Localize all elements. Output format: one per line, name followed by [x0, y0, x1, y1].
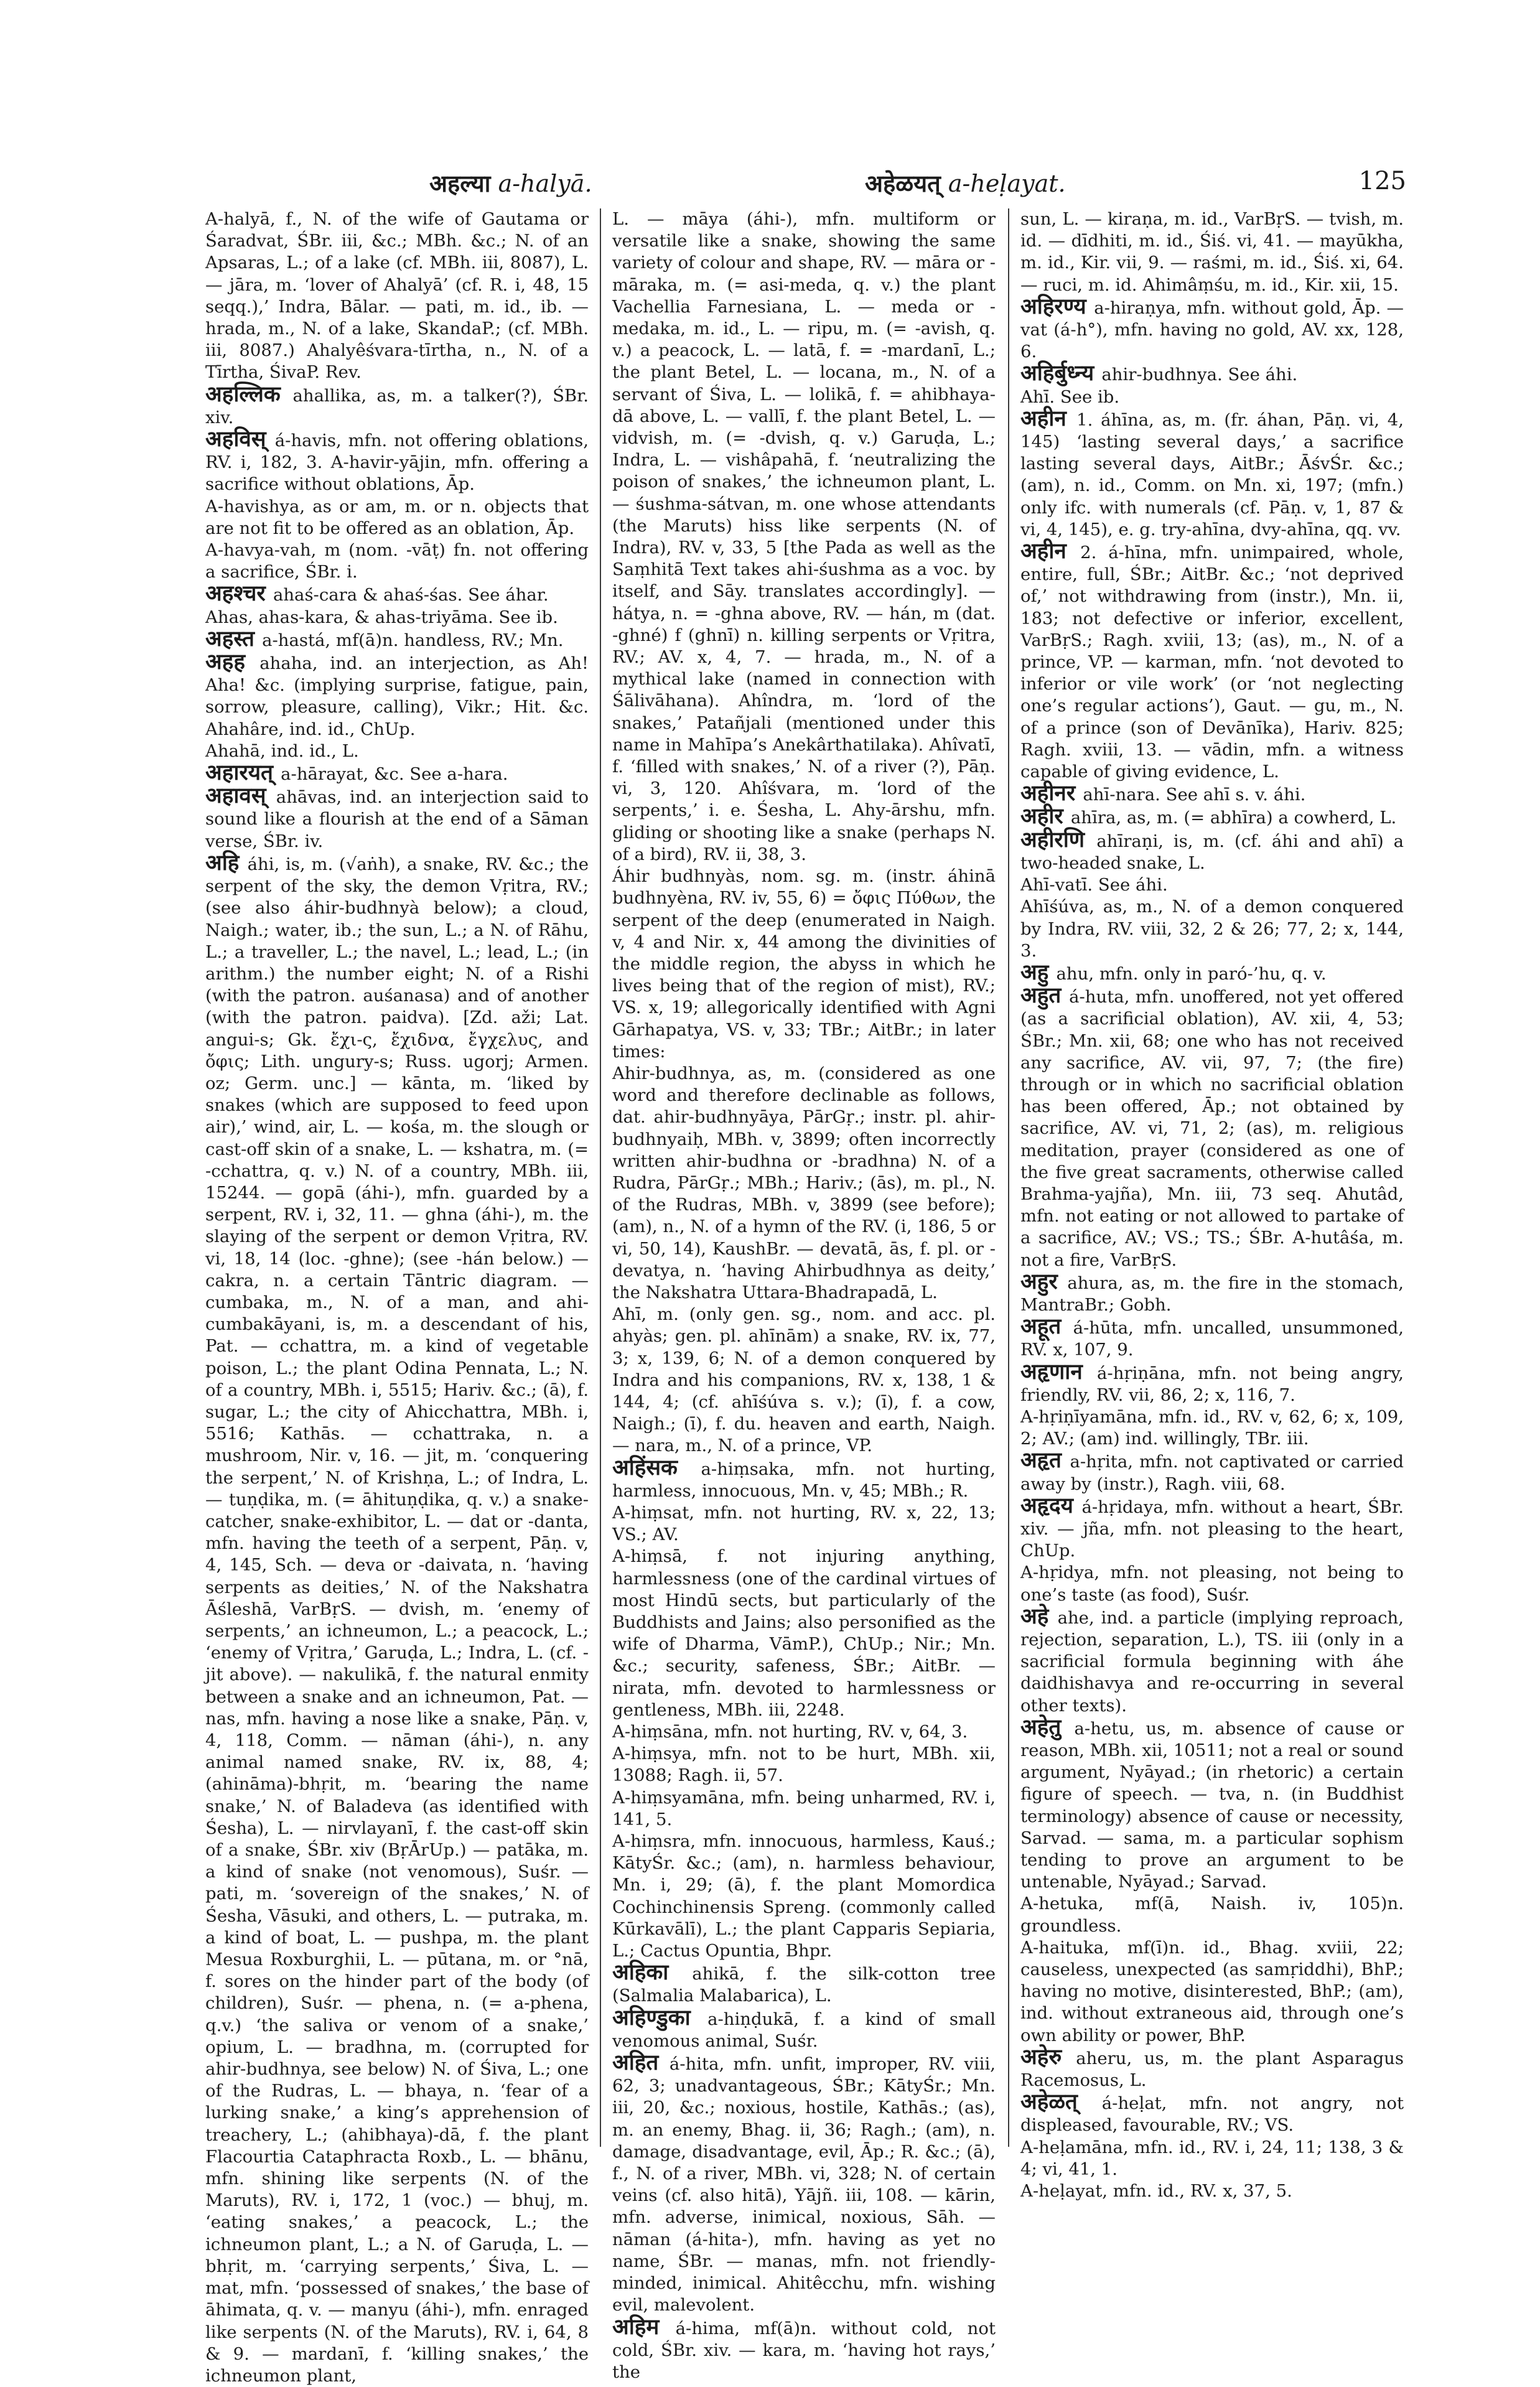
- entry-text: A-hṛiṇīyamāna, mfn. id., RV. v, 62, 6; x, 109, 2; AV.; (am) ind. willingly, TBr. iii.: [1020, 1406, 1404, 1449]
- dictionary-entry: [1020, 2180, 1404, 2202]
- dictionary-entry: [1020, 1495, 1404, 1563]
- page-number: 125: [1358, 167, 1406, 195]
- dictionary-entry: [1020, 985, 1404, 1271]
- entry-headword-devanagari: अहुर: [1020, 1269, 1068, 1294]
- entry-text: A-havishya, as or am, m. or n. objects that are not fit to be offered as an oblation, Āp.: [205, 496, 589, 538]
- dictionary-entry: [1020, 386, 1404, 408]
- entry-text: aheru, us, m. the plant Asparagus Racemosus, L.: [1020, 2048, 1404, 2091]
- entry-headword-devanagari: अहीर: [1020, 804, 1071, 829]
- entry-text: a-hastá, mf(ā)n. handless, RV.; Mn.: [262, 630, 564, 650]
- dictionary-entry: [1020, 1714, 1404, 1894]
- dictionary-entry: [205, 762, 589, 785]
- entry-text: á-hūta, mfn. uncalled, unsummoned, RV. x, 107, 9.: [1020, 1318, 1404, 1360]
- column-1: [205, 208, 589, 2386]
- dictionary-entry: [1020, 2137, 1404, 2180]
- entry-text: A-hetuka, mf(ā, Naish. iv, 105)n. groundless.: [1020, 1894, 1404, 1936]
- entry-text: A-hiṃsāna, mfn. not hurting, RV. v, 64, 3.: [612, 1722, 968, 1742]
- dictionary-entry: [1020, 806, 1404, 829]
- entry-headword-devanagari: अहिका: [612, 1960, 693, 1986]
- dictionary-entry: [612, 1063, 996, 1304]
- dictionary-entry: [612, 2314, 996, 2384]
- dictionary-entry: [1020, 1406, 1404, 1450]
- dictionary-entry: [1020, 962, 1404, 985]
- dictionary-entry: [1020, 829, 1404, 874]
- running-head-left: [429, 167, 592, 199]
- column-2: [612, 208, 996, 2382]
- entry-text: A-heḷamāna, mfn. id., RV. i, 24, 11; 138, 3 & 4; vi, 41, 1.: [1020, 2137, 1404, 2179]
- entry-headword-devanagari: अहि: [205, 850, 248, 876]
- entry-text: ahura, as, m. the fire in the stomach, MantraBr.; Gobh.: [1020, 1273, 1404, 1315]
- entry-text: Áhir budhnyàs, nom. sg. m. (instr. áhinā budhnyèna, RV. iv, 55, 6) = ὄφις Πύθων, the serpent of the deep (enumerated in Naigh. v, 4 and Nir. x, 44 among the divinities of the middle region, the abyss in which he lives being that of the region of mist), RV.; VS. x, 19; allegorically identified with Agni Gārhapatya, VS. v, 33; TBr.; AitBr.; in later times:: [612, 866, 996, 1062]
- dictionary-entry: [612, 1743, 996, 1787]
- running-head-left-devanagari: अहल्या: [429, 170, 491, 197]
- entry-headword-devanagari: अहृदय: [1020, 1493, 1082, 1518]
- entry-text: a-hṛita, mfn. not captivated or carried away by (instr.), Ragh. viii, 68.: [1020, 1452, 1404, 1494]
- entry-text: á-huta, mfn. unoffered, not yet offered (as a sacrificial oblation), AV. xii, 4, 53; ŚBr.; Mn. xii, 68; one who has not received any sacrifice, AV. vii, 97, 7; (the fire) through or in which no sacrificial oblation has been offered, Āp.; not obtained by sacrifice, AV. vi, 71, 2; (as), m. religious meditation, prayer (considered as one of the five great sacraments, otherwise called Brahma-yajña), Mn. iii, 73 seq. Ahutâd, mfn. not eating or not allowed to partake of a sacrifice, AV.; VS.; TS.; ŚBr. A-hutâśa, m. not a fire, VarBṛS.: [1020, 987, 1404, 1270]
- entry-text: ahāvas, ind. an interjection said to sound like a flourish at the end of a Sāman verse, ŚBr. iv.: [205, 787, 589, 851]
- entry-text: ahaś-cara & ahaś-śas. See áhar.: [273, 585, 549, 605]
- dictionary-entry: [1020, 1450, 1404, 1495]
- entry-headword-devanagari: अहिरण्य: [1020, 294, 1094, 319]
- entry-headword-devanagari: अहस्त: [205, 626, 263, 652]
- entry-text: A-halyā, f., N. of the wife of Gautama or Śaradvat, ŚBr. iii, &c.; MBh. &c.; N. of an Apsaras, L.; of a lake (cf. MBh. iii, 8087), L. — jāra, m. ‘lover of Ahalyā’ (cf. R. i, 48, 15 seqq.),’ Indra, Bālar. — pati, m. id., ib. — hrada, m., N. of a lake, SkandaP.; (cf. MBh. iii, 8087.) Ahalyêśvara-tīrtha, n., N. of a Tīrtha, ŚivaP. Rev.: [205, 209, 589, 383]
- entry-headword-devanagari: अहीरणि: [1020, 827, 1097, 852]
- entry-text: A-haituka, mf(ī)n. id., Bhag. xviii, 22; causeless, unexpected (as samṛiddhi), BhP.; having no motive, disinterested, BhP.; (am), ind. without extraneous aid, through one’s own ability or power, BhP.: [1020, 1937, 1404, 2045]
- running-head-right-devanagari: अहेळयत्: [865, 170, 941, 197]
- dictionary-entry: [1020, 2091, 1404, 2136]
- entry-text: ahikā, f. the silk-cotton tree (Salmalia Malabarica), L.: [612, 1964, 996, 2006]
- entry-text: á-hṛiṇāna, mfn. not being angry, friendly, RV. vii, 86, 2; x, 116, 7.: [1020, 1363, 1404, 1405]
- entry-headword-devanagari: अहे: [1020, 1604, 1058, 1629]
- dictionary-entry: [205, 652, 589, 740]
- entry-headword-devanagari: अहिंसक: [612, 1455, 701, 1480]
- entry-text: A-heḷayat, mfn. id., RV. x, 37, 5.: [1020, 2181, 1292, 2202]
- entry-text: a-hetu, us, m. absence of cause or reason, MBh. xii, 10511; not a real or sound argument, Nyāyad.; (in rhetoric) a certain figure of speech. — tva, n. (in Buddhist terminology) absence of cause or necessity, Sarvad. — sama, m. a particular sophism tending to prove an argument to be untenable, Nyāyad.; Sarvad.: [1020, 1718, 1404, 1892]
- entry-text: a-hārayat, &c. See a-hara.: [281, 764, 508, 785]
- entry-headword-devanagari: अहावस्: [205, 783, 276, 809]
- entry-text: ahallika, as, m. a talker(?), ŚBr. xiv.: [205, 385, 589, 427]
- entry-text: L. — māya (áhi-), mfn. multiform or versatile like a snake, showing the same variety of colour and shape, RV. — māra or -māraka, m. (= asi-meda, q. v.) the plant Vachellia Farnesiana, L. — meda or -medaka, m. id., L. — ripu, m. (= -avish, q. v.) a peacock, L. — latā, f. = -mardanī, L.; the plant Betel, L. — locana, m., N. of a servant of Śiva, L. — lolikā, f. = ahibhaya-dā above, L. — vallī, f. the plant Betel, L. — vidvish, m. (= -dvish, q. v.) Garuḍa, L.; Indra, L. — vishâpahā, f. ‘neutralizing the poison of snakes,’ the ichneumon plant, L. — śushma-sátvan, m. one whose attendants (the Maruts) hiss like serpents (N. of Indra), RV. v, 33, 5 [the Pada as well as the Saṃhitā Text takes ahi-śushma as a voc. by itself, and Sāy. translates accordingly]. — hátya, n. = -ghna above, RV. — hán, m (dat. -ghné) f (ghnī) n. killing serpents or Vṛitra, RV.; AV. x, 4, 7. — hrada, m., N. of a mythical lake (named in connection with Śālivāhana). Ahîndra, m. ‘lord of the snakes,’ Patañjali (mentioned under this name in Mahīpa’s Anekârthatilaka). Ahîvatī, f. ‘filled with snakes,’ N. of a river (?), Pāṇ. vi, 3, 120. Ahîśvara, m. ‘lord of the serpents,’ i. e. Śesha, L. Ahy-ārshu, mfn. gliding or shooting like a snake (perhaps N. of a bird), RV. ii, 38, 3.: [612, 209, 996, 864]
- dictionary-entry: [1020, 896, 1404, 962]
- dictionary-entry: [612, 1787, 996, 1831]
- entry-text: á-havis, mfn. not offering oblations, RV. i, 182, 3. A-havir-yājin, mfn. offering a sacrifice without oblations, Āp.: [205, 431, 589, 495]
- dictionary-entry: [205, 540, 589, 583]
- entry-text: A-hiṃsra, mfn. innocuous, harmless, Kauś.; KātyŚr. &c.; (am), n. harmless behaviour, Mn. i, 29; (ā), f. the plant Momordica Cochinchinensis Spreng. (commonly called Kūrkavālī), L.; the plant Capparis Sepiaria, L.; Cactus Opuntia, Bhpr.: [612, 1831, 996, 1961]
- dictionary-entry: [1020, 783, 1404, 806]
- entry-text: A-hiṃsya, mfn. not to be hurt, MBh. xii, 13088; Ragh. ii, 57.: [612, 1744, 996, 1786]
- entry-text: Ahī-vatī. See áhi.: [1020, 875, 1168, 895]
- dictionary-columns: [205, 208, 1406, 2386]
- page-header: [205, 167, 1406, 204]
- dictionary-entry: [205, 607, 589, 628]
- entry-headword-devanagari: अहह: [205, 650, 260, 675]
- entry-text: á-hima, mf(ā)n. without cold, not cold, ŚBr. xiv. — kara, m. ‘having hot rays,’ the: [612, 2318, 996, 2382]
- entry-headword-devanagari: अहिर्बुध्न्य: [1020, 361, 1102, 386]
- dictionary-entry: [205, 740, 589, 762]
- dictionary-entry: [205, 852, 589, 2387]
- entry-headword-devanagari: अहीन: [1020, 406, 1077, 431]
- entry-text: ahīraṇi, is, m. (cf. áhi and ahī) a two-headed snake, L.: [1020, 831, 1404, 873]
- entry-text: Ahī. See ib.: [1020, 386, 1120, 407]
- entry-text: ahī-nara. See ahī s. v. áhi.: [1083, 785, 1306, 805]
- entry-text: 1. áhīna, as, m. (fr. áhan, Pāṇ. vi, 4, 145) ‘lasting several days,’ a sacrifice lasting several days, AitBr.; ĀśvŚr. &c.; (am), n. id., Comm. on Mn. xi, 197; (mfn.) only ifc. with numerals (cf. Pāṇ. v, 1, 87 & vi, 4, 145), e. g. try-ahīna, dvy-ahīna, qq. vv.: [1020, 409, 1404, 540]
- entry-text: Ahas, ahas-kara, & ahas-triyāma. See ib.: [205, 607, 558, 627]
- entry-text: á-heḷat, mfn. not angry, not displeased, favourable, RV.; VS.: [1020, 2093, 1404, 2136]
- dictionary-entry: [205, 429, 589, 496]
- entry-text: ahīra, as, m. (= abhīra) a cowherd, L.: [1070, 808, 1397, 828]
- dictionary-entry: [205, 496, 589, 540]
- entry-headword-devanagari: अहृत: [1020, 1448, 1070, 1474]
- dictionary-entry: [612, 1962, 996, 2007]
- dictionary-entry: [1020, 1316, 1404, 1361]
- dictionary-entry: [612, 2052, 996, 2316]
- dictionary-entry: [612, 1721, 996, 1743]
- dictionary-entry: [1020, 408, 1404, 541]
- dictionary-entry: [612, 1304, 996, 1457]
- dictionary-entry: [1020, 208, 1404, 296]
- entry-text: a-hiṇḍukā, f. a kind of small venomous animal, Suśr.: [612, 2009, 996, 2051]
- dictionary-entry: [1020, 541, 1404, 783]
- entry-text: Ahī, m. (only gen. sg., nom. and acc. pl. ahyàs; gen. pl. ahīnām) a snake, RV. ix, 77, 3; x, 139, 6; N. of a demon conquered by Indra and his companions, RV. x, 138, 1 & 144, 4; (cf. ahīśúva s. v.); (ī), f. a cow, Naigh.; (ī), f. du. heaven and earth, Naigh. — nara, m., N. of a prince, VP.: [612, 1304, 996, 1456]
- dictionary-entry: [612, 208, 996, 866]
- dictionary-entry: [1020, 1893, 1404, 1936]
- entry-text: 2. á-hīna, mfn. unimpaired, whole, entire, full, ŚBr.; AitBr. &c.; ‘not deprived of,’ not withdrawing from (instr.), Mn. ii, 183; not defective or inferior, excellent, VarBṛS.; Ragh. xviii, 13; (as), m., N. of a prince, VP. — karman, mfn. ‘not devoted to inferior or vile work’ (or ‘not neglecting one’s regular actions’), Gaut. — gu, m., N. of a prince (son of Devānīka), Hariv. 825; Ragh. xviii, 13. — vādin, mfn. a witness capable of giving evidence, L.: [1020, 543, 1404, 782]
- dictionary-entry: [612, 1457, 996, 1502]
- dictionary-entry: [612, 1546, 996, 1721]
- dictionary-entry: [1020, 296, 1404, 363]
- entry-headword-devanagari: अहुत: [1020, 983, 1070, 1009]
- entry-text: ahu, mfn. only in paró-’hu, q. v.: [1056, 963, 1327, 984]
- column-divider: [1008, 208, 1009, 2147]
- dictionary-entry: [612, 2007, 996, 2052]
- entry-headword-devanagari: अहृणान: [1020, 1359, 1098, 1385]
- entry-text: Ahīśúva, as, m., N. of a demon conquered by Indra, RV. viii, 32, 2 & 26; 77, 2; x, 144, 3.: [1020, 897, 1404, 961]
- dictionary-entry: [205, 628, 589, 652]
- entry-text: Ahir-budhnya, as, m. (considered as one word and therefore declinable as follows, dat. ahir-budhnyāya, PārGṛ.; instr. pl. ahir-budhnyaiḥ, MBh. v, 3899; often incorrectly written ahir-budhna or -bradhna) N. of a Rudra, PārGṛ.; MBh.; Hariv.; (ās), m. pl., N. of the Rudras, MBh. v, 3899 (see before); (am), n., N. of a hymn of the RV. (i, 186, 5 or vi, 50, 14), KaushBr. — devatā, ās, f. pl. or -devatya, n. ‘having Ahirbudhnya as deity,’ the Nakshatra Uttara-Bhadrapadā, L.: [612, 1063, 996, 1302]
- entry-text: a-hiṃsaka, mfn. not hurting, harmless, innocuous, Mn. v, 45; MBh.; R.: [612, 1459, 996, 1501]
- entry-headword-devanagari: अहु: [1020, 960, 1057, 985]
- entry-text: ahir-budhnya. See áhi.: [1101, 365, 1298, 385]
- entry-text: Ahahā, ind. id., L.: [205, 740, 359, 761]
- dictionary-entry: [612, 1502, 996, 1546]
- dictionary-entry: [1020, 2044, 1404, 2091]
- entry-headword-devanagari: अहीन: [1020, 539, 1081, 564]
- entry-headword-devanagari: अहश्चर: [205, 581, 273, 607]
- dictionary-entry: [1020, 1562, 1404, 1605]
- dictionary-entry: [1020, 1359, 1404, 1406]
- dictionary-entry: [1020, 1606, 1404, 1717]
- entry-text: A-hṛidya, mfn. not pleasing, not being to one’s taste (as food), Suśr.: [1020, 1563, 1404, 1605]
- entry-text: A-hiṃsat, mfn. not hurting, RV. x, 22, 13; VS.; AV.: [612, 1502, 996, 1545]
- entry-headword-devanagari: अहिण्डुका: [612, 2005, 708, 2030]
- dictionary-entry: [1020, 1271, 1404, 1316]
- entry-headword-devanagari: अहारयत्: [205, 760, 281, 786]
- entry-text: sun, L. — kiraṇa, m. id., VarBṛS. — tvish, m. id. — dīdhiti, m. id., Śiś. vi, 41. — mayūkha, m. id., Kir. vii, 9. — raśmi, m. id., Śiś. xi, 64. — ruci, m. id. Ahimâṃśu, m. id., Kir. xii, 15.: [1020, 209, 1404, 295]
- dictionary-entry: [612, 1831, 996, 1962]
- dictionary-entry: [1020, 1937, 1404, 2047]
- entry-text: A-havya-vah, m (nom. -vāṭ) fn. not offering a sacrifice, ŚBr. i.: [205, 540, 589, 582]
- entry-text: ahe, ind. a particle (implying reproach, rejection, separation, L.), TS. iii (only in a sacrificial formula beginning with áhe daidhishavya and re-occurring in several other texts).: [1020, 1607, 1404, 1716]
- dictionary-entry: [205, 785, 589, 852]
- entry-headword-devanagari: अहेतु: [1020, 1714, 1075, 1740]
- running-head-right-translit: a-heḷayat.: [948, 170, 1066, 197]
- entry-headword-devanagari: अहेरु: [1020, 2044, 1076, 2070]
- entry-headword-devanagari: अहल्लिक: [205, 381, 293, 407]
- entry-headword-devanagari: अहित: [612, 2050, 670, 2076]
- entry-text: áhi, is, m. (√aṅh), a snake, RV. &c.; the serpent of the sky, the demon Vṛitra, RV.; (see also áhir-budhnyà below); a cloud, Naigh.; water, ib.; the sun, L.; a N. of Rāhu, L.; a traveller, L.; the navel, L.; lead, L.; (in arithm.) the number eight; N. of a Rishi (with the patron. auśanasa) and of another (with the patron. paidva). [Zd. aži; Lat. angui-s; Gk. ἔχι-ς, ἔχιδνα, ἔγχελυς, and ὄφις; Lith. ungury-s; Russ. ugorj; Armen. oz; Germ. unc.] — kānta, m. ‘liked by snakes (which are supposed to feed upon air),’ wind, air, L. — kośa, m. the slough or cast-off skin of a snake, L. — kshatra, m. (= -cchattra, q. v.) N. of a country, MBh. iii, 15244. — gopā (áhi-), mfn. guarded by a serpent, RV. i, 32, 11. — ghna (áhi-), m. the slaying of the serpent or demon Vṛitra, RV. vi, 18, 14 (loc. -ghne); (see -hán below.) — cakra, n. a certain Tāntric diagram. — cumbaka, m., N. of a man, and ahi-cumbakāyani, is, m. a descendant of his, Pat. — cchattra, m. a kind of vegetable poison, L.; the plant Odina Pennata, L.; N. of a country, MBh. i, 5515; Hariv. &c.; (ā), f. sugar, L.; the city of Ahicchattra, MBh. i, 5516; Kathās. — cchattraka, n. a mushroom, Nir. v, 16. — jit, m. ‘conquering the serpent,’ N. of Krishṇa, L.; of Indra, L. — tuṇḍika, m. (= āhituṇḍika, q. v.) a snake-catcher, snake-exhibitor, L. — dat or -danta, mfn. having the teeth of a serpent, Pāṇ. v, 4, 145, Sch. — deva or -daivata, n. ‘having serpents as deities,’ N. of the Nakshatra Āśleshā, VarBṛS. — dvish, m. ‘enemy of serpents,’ an ichneumon, L.; a peacock, L.; ‘enemy of Vṛitra,’ Garuḍa, L.; Indra, L. (cf. -jit above). — nakulikā, f. the natural enmity between a snake and an ichneumon, Pat. — nas, mfn. having a nose like a snake, Pāṇ. v, 4, 118, Comm. — nāman (áhi-), n. any animal named snake, RV. ix, 88, 4; (ahināma)-bhṛit, m. ‘bearing the name snake,’ N. of Baladeva (as identified with Śesha), L. — nirvlayanī, f. the cast-off skin of a snake, ŚBr. xiv (BṛĀrUp.) — patāka, m. a kind of snake (not venomous), Suśr. — pati, m. ‘sovereign of the snakes,’ N. of Śesha, Vāsuki, and others, L. — putraka, m. a kind of boat, L. — pushpa, m. the plant Mesua Roxburghii, L. — pūtana, m. or °nā, f. sores on the hinder part of the body (of children), Suśr. — phena, n. (= a-phena, q.v.) ‘the saliva or venom of a snake,’ opium, L. — bradhna, m. (corrupted for ahir-budhnya, see below) N. of Śiva, L.; one of the Rudras, L. — bhaya, n. ‘fear of a lurking snake,’ a king’s apprehension of treachery, L.; (ahibhaya)-dā, f. the plant Flacourtia Cataphracta Roxb., L. — bhānu, mfn. shining like serpents (N. of the Maruts), RV. i, 172, 1 (voc.) — bhuj, m. ‘eating snakes,’ a peacock, L.; the ichneumon plant, L.; a N. of Garuḍa, L. — bhṛit, m. ‘carrying serpents,’ Śiva, L. — mat, mfn. ‘possessed of snakes,’ the base of āhimata, q. v. — manyu (áhi-), mfn. enraged like serpents (N. of the Maruts), RV. i, 64, 8 & 9. — mardanī, f. ‘killing snakes,’ the ichneumon plant,: [205, 854, 589, 2386]
- column-divider: [600, 208, 601, 2147]
- entry-text: á-hita, mfn. unfit, improper, RV. viii, 62, 3; unadvantageous, ŚBr.; KātyŚr.; Mn. iii, 20, &c.; noxious, hostile, Kathās.; (as), m. an enemy, Bhag. ii, 36; Ragh.; (am), n. damage, disadvantage, evil, Āp.; R. &c.; (ā), f., N. of a river, MBh. vi, 328; N. of certain veins (cf. also hitā), Yājñ. iii, 108. — kārin, mfn. adverse, inimical, noxious, Sāh. — nāman (á-hita-), mfn. having as yet no name, ŚBr. — manas, mfn. not friendly-minded, inimical. Ahitêcchu, mfn. wishing evil, malevolent.: [612, 2054, 996, 2315]
- dictionary-entry: [1020, 874, 1404, 896]
- entry-headword-devanagari: अहेळत्: [1020, 2090, 1102, 2115]
- entry-headword-devanagari: अहूत: [1020, 1314, 1073, 1340]
- entry-text: A-hiṃsyamāna, mfn. being unharmed, RV. i, 141, 5.: [612, 1787, 996, 1829]
- column-3: [1020, 208, 1404, 2202]
- entry-text: ahaha, ind. an interjection, as Ah! Aha! &c. (implying surprise, fatigue, pain, sorrow, pleasure, calling), Vikr.; Hit. &c. Ahahâre, ind. id., ChUp.: [205, 653, 589, 739]
- running-head-left-translit: a-halyā.: [498, 170, 592, 197]
- dictionary-entry: [612, 866, 996, 1063]
- entry-text: á-hṛidaya, mfn. without a heart, ŚBr. xiv. — jña, mfn. not pleasing to the heart, ChUp.: [1020, 1497, 1404, 1561]
- dictionary-entry: [205, 583, 589, 606]
- entry-headword-devanagari: अहिम: [612, 2314, 676, 2340]
- entry-headword-devanagari: अहविस्: [205, 427, 275, 452]
- entry-text: a-hiraṇya, mfn. without gold, Āp. — vat (á-h°), mfn. having no gold, AV. xx, 128, 6.: [1020, 297, 1404, 362]
- entry-text: A-hiṃsā, f. not injuring anything, harmlessness (one of the cardinal virtues of most Hindū sects, but particularly of the Buddhists and Jains; also personified as the wife of Dharma, VāmP.), ChUp.; Nir.; Mn. &c.; security, safeness, ŚBr.; AitBr. — nirata, mfn. devoted to harmlessness or gentleness, MBh. iii, 2248.: [612, 1546, 996, 1720]
- running-head-right: [865, 167, 1066, 199]
- dictionary-entry: [1020, 363, 1404, 386]
- entry-headword-devanagari: अहीनर: [1020, 781, 1083, 806]
- dictionary-entry: [205, 208, 589, 384]
- dictionary-entry: [205, 381, 589, 429]
